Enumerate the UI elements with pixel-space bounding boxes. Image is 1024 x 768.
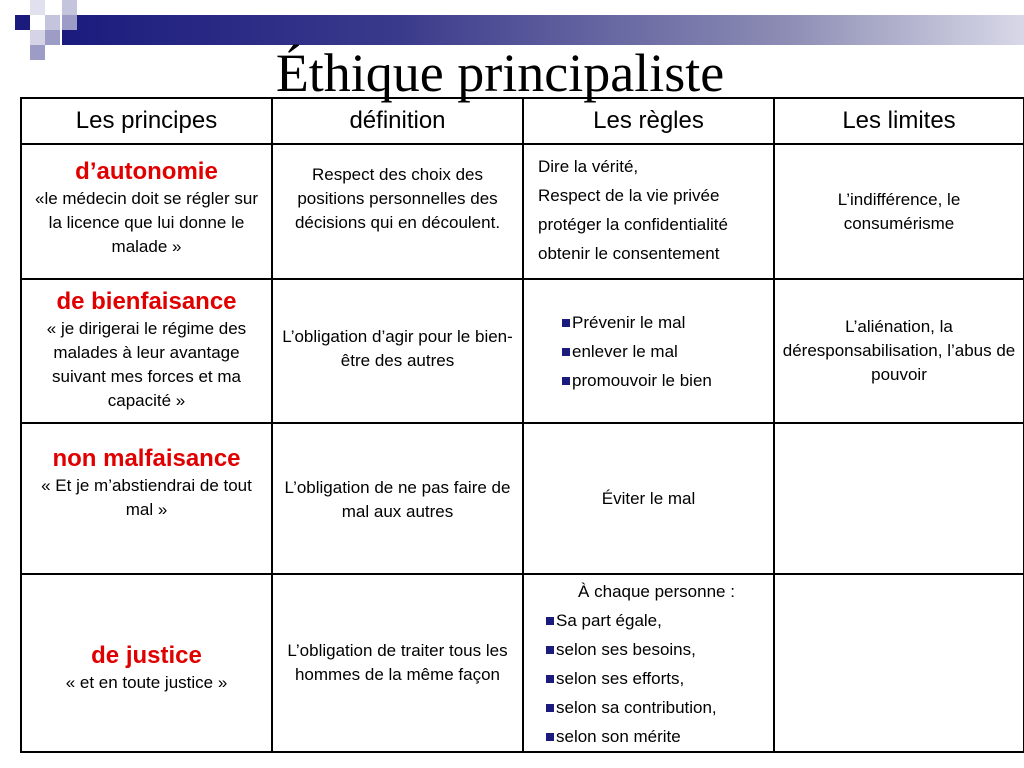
header-cell: définition xyxy=(272,98,523,144)
bullet-icon xyxy=(546,646,554,654)
header-cell: Les principes xyxy=(21,98,272,144)
principle-name: non malfaisance xyxy=(52,445,241,472)
rules-cell xyxy=(523,279,774,423)
table-row xyxy=(21,574,1024,752)
principle-quote: «le médecin doit se régler sur la licence que lui donne le malade » xyxy=(34,189,258,256)
rule-item: enlever le mal xyxy=(562,337,767,366)
header-cell: Les limites xyxy=(774,98,1024,144)
table-row xyxy=(21,423,1024,574)
limits-cell xyxy=(774,574,1024,752)
header-cell: Les règles xyxy=(523,98,774,144)
rule-item: selon ses efforts, xyxy=(546,664,767,693)
principle-name: de justice xyxy=(91,642,202,669)
principle-name: de bienfaisance xyxy=(56,288,237,315)
rule-item: protéger la confidentialité xyxy=(538,215,728,234)
definition-cell: L’obligation de traiter tous les hommes de la même façon xyxy=(272,574,523,752)
table-row xyxy=(21,279,1024,423)
bullet-icon xyxy=(562,377,570,385)
principles-table xyxy=(20,97,1024,753)
rule-item: Respect de la vie privée xyxy=(538,186,720,205)
table-header-row xyxy=(21,98,1024,144)
bullet-icon xyxy=(562,348,570,356)
bullet-icon xyxy=(562,319,570,327)
rule-item: Sa part égale, xyxy=(546,606,767,635)
rule-item: selon ses besoins, xyxy=(546,635,767,664)
definition-cell: L’obligation d’agir pour le bien-être des autres xyxy=(272,279,523,423)
limits-cell: L’indifférence, le consumérisme xyxy=(774,144,1024,279)
principle-quote: « je dirigerai le régime des malades à leur avantage suivant mes forces et ma capacité » xyxy=(46,319,247,410)
decor-square xyxy=(62,0,77,15)
principle-name: d’autonomie xyxy=(75,158,218,185)
limits-cell xyxy=(774,423,1024,574)
rule-item: selon son mérite xyxy=(546,722,767,751)
rules-cell xyxy=(523,144,774,279)
principle-quote: « et en toute justice » xyxy=(65,673,228,692)
bullet-icon xyxy=(546,617,554,625)
bullet-icon xyxy=(546,733,554,741)
rule-item: Prévenir le mal xyxy=(562,308,767,337)
limits-cell: L’aliénation, la déresponsabilisation, l’abus de pouvoir xyxy=(774,279,1024,423)
decor-square xyxy=(45,15,60,30)
principle-quote: « Et je m’abstiendrai de tout mal » xyxy=(41,476,252,519)
rule-item: obtenir le consentement xyxy=(538,244,720,263)
bullet-icon xyxy=(546,704,554,712)
decor-square xyxy=(15,15,30,30)
table-row xyxy=(21,144,1024,279)
rule-item: selon sa contribution, xyxy=(546,693,767,722)
decor-square xyxy=(62,15,77,30)
rules-cell xyxy=(523,574,774,752)
rule-item: promouvoir le bien xyxy=(562,366,767,395)
bullet-icon xyxy=(546,675,554,683)
slide-title: Éthique principaliste xyxy=(275,43,725,103)
rule-item: Dire la vérité, xyxy=(538,157,639,176)
definition-cell: L’obligation de ne pas faire de mal aux autres xyxy=(272,423,523,574)
decor-square xyxy=(30,0,45,15)
rules-cell: Éviter le mal xyxy=(523,423,774,574)
definition-cell: Respect des choix des positions personnelles des décisions qui en découlent. xyxy=(272,144,523,279)
rules-intro: À chaque personne : xyxy=(578,582,735,601)
